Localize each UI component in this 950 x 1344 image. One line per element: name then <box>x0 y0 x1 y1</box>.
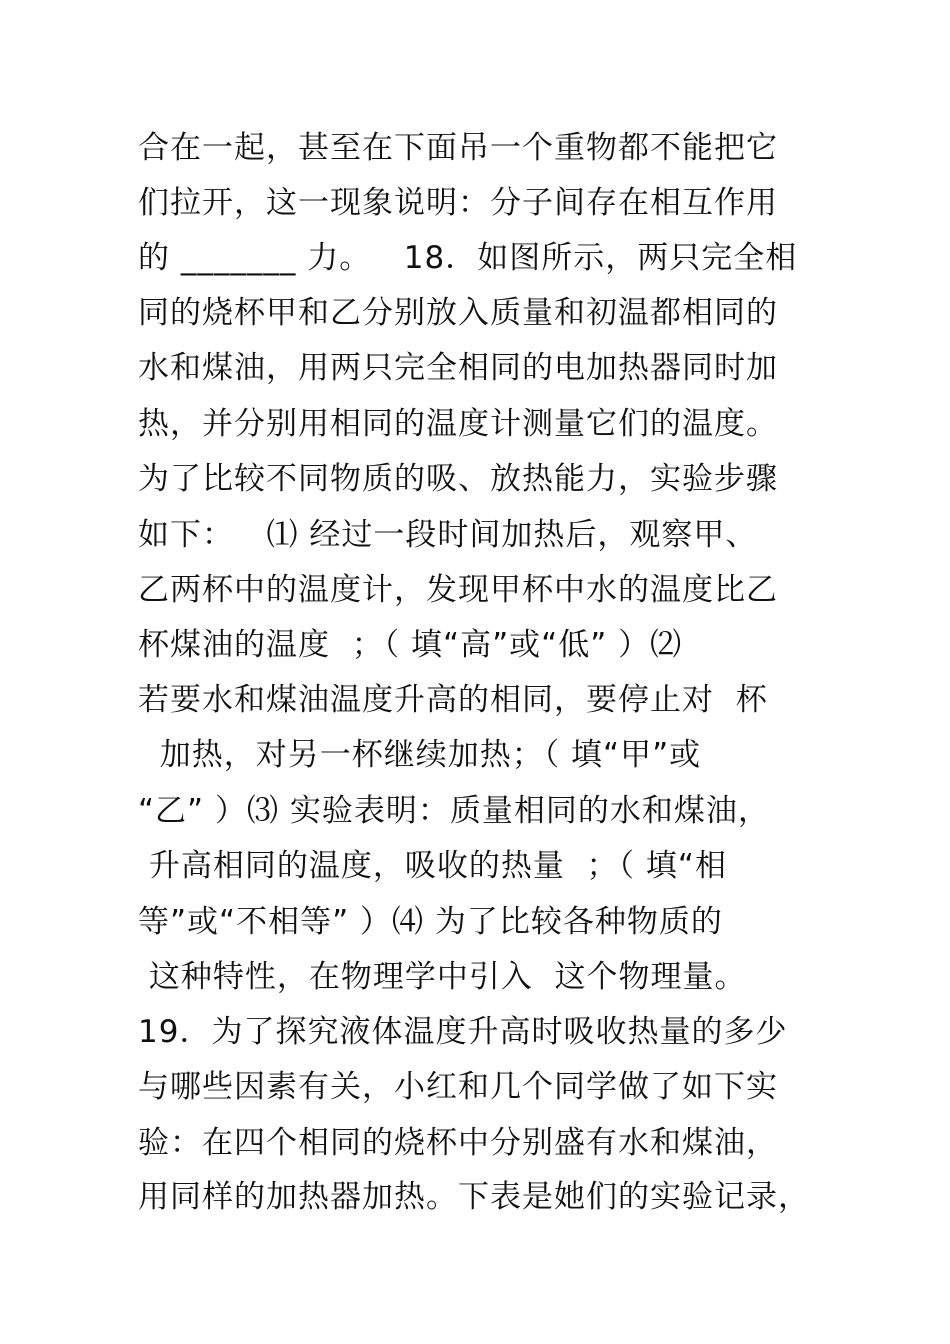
text-line: 验：在四个相同的烧杯中分别盛有水和煤油， <box>138 1125 778 1161</box>
text-line: 与哪些因素有关，小红和几个同学做了如下实 <box>138 1069 778 1105</box>
text-line: 用同样的加热器加热。下表是她们的实验记录， <box>138 1179 810 1215</box>
text-line: 热，并分别用相同的温度计测量它们的温度。 <box>138 406 778 442</box>
text-line: 杯煤油的温度 ；（ 填“高”或“低” ）⑵ <box>138 627 683 663</box>
text-line: 们拉开，这一现象说明：分子间存在相互作用 <box>138 185 778 221</box>
text-line: “乙” ）⑶ 实验表明：质量相同的水和煤油， <box>138 793 770 829</box>
text-line: 合在一起，甚至在下面吊一个重物都不能把它 <box>138 130 778 166</box>
text-line: 为了比较不同物质的吸、放热能力，实验步骤 <box>138 461 778 497</box>
text-line: 等”或“不相等” ）⑷ 为了比较各种物质的 <box>138 904 723 940</box>
text-line: 19．为了探究液体温度升高时吸收热量的多少 <box>138 1014 788 1050</box>
text-line: 升高相同的温度，吸收的热量 ；（ 填“相 <box>138 848 727 884</box>
text-line: 这种特性，在物理学中引入 这个物理量。 <box>138 959 747 995</box>
text-line: 乙两杯中的温度计，发现甲杯中水的温度比乙 <box>138 572 778 608</box>
text-line: 同的烧杯甲和乙分别放入质量和初温都相同的 <box>138 295 778 331</box>
text-line: 加热，对另一杯继续加热；（ 填“甲”或 <box>138 737 702 773</box>
text-line: 的 _______ 力。 18．如图所示，两只完全相 <box>138 240 798 276</box>
text-line: 如下： ⑴ 经过一段时间加热后，观察甲、 <box>138 517 758 553</box>
text-line: 若要水和煤油温度升高的相同，要停止对 杯 <box>138 682 768 718</box>
text-line: 水和煤油，用两只完全相同的电加热器同时加 <box>138 350 778 386</box>
